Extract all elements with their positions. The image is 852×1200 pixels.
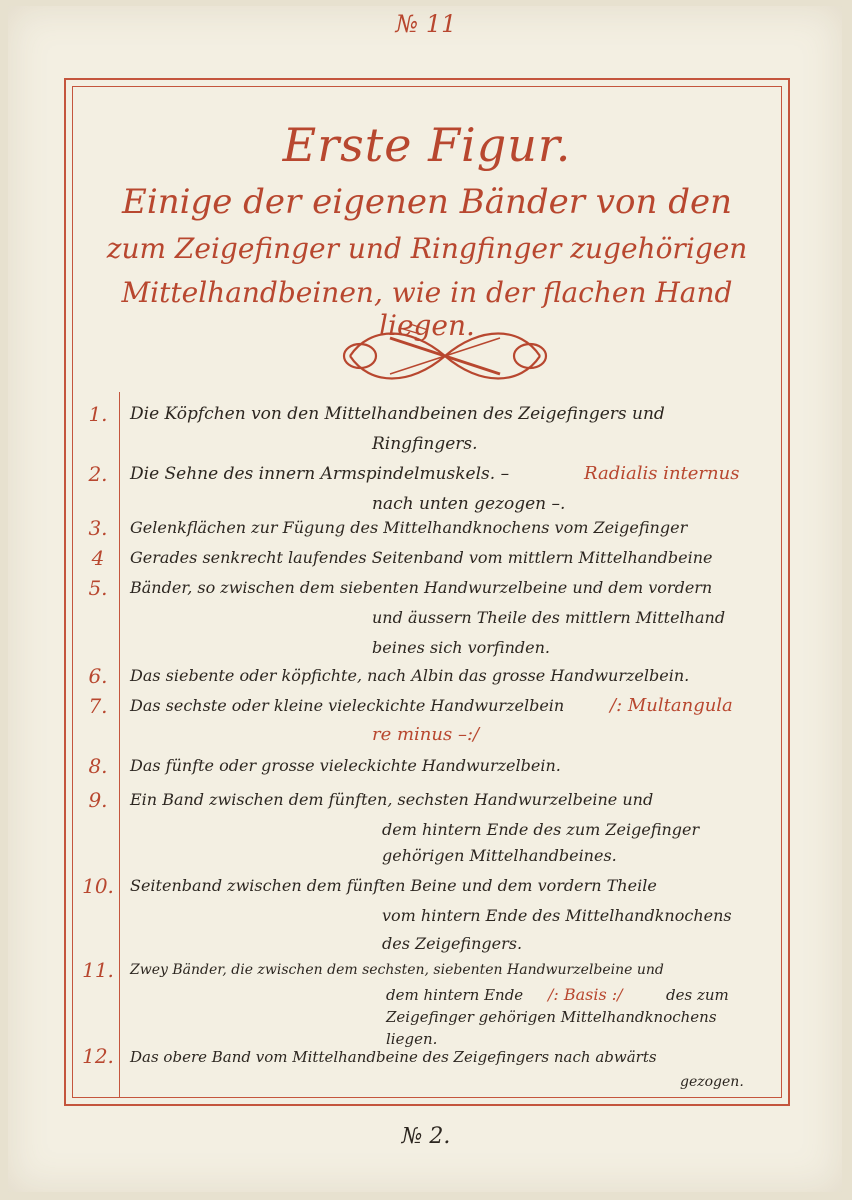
entry-number: 12. bbox=[82, 1044, 114, 1068]
entry-text: Ringfingers. bbox=[372, 434, 478, 454]
latin-term: re minus –:/ bbox=[372, 724, 480, 745]
entry-number: 8. bbox=[88, 754, 108, 778]
entry-text: Zwey Bänder, die zwischen dem sechsten, siebenten Handwurzelbeine und bbox=[130, 962, 664, 978]
entry-text: und äussern Theile des mittlern Mittelhand bbox=[372, 608, 726, 627]
entry-text: des Zeigefingers. bbox=[382, 934, 523, 953]
entry-text: liegen. bbox=[386, 1030, 438, 1048]
entry-text: vom hintern Ende des Mittelhandknochens bbox=[382, 906, 732, 925]
margin-rule bbox=[119, 392, 120, 1098]
entry-number: 3. bbox=[88, 516, 108, 540]
entry-text: Das sechste oder kleine vieleckichte Handwurzelbein bbox=[130, 696, 565, 715]
entry-text: Bänder, so zwischen dem siebenten Handwurzelbeine und dem vordern bbox=[130, 578, 713, 597]
entry-number: 1. bbox=[88, 402, 108, 426]
entry-text: Ein Band zwischen dem fünften, sechsten Handwurzelbeine und bbox=[130, 790, 654, 809]
entry-text: Das fünfte oder grosse vieleckichte Handwurzelbein. bbox=[130, 756, 561, 775]
entry-number: 4 bbox=[91, 546, 105, 570]
entry-number: 2. bbox=[88, 462, 108, 486]
footer-number: № 2. bbox=[401, 1124, 451, 1149]
entry-text: Gelenkflächen zur Fügung des Mittelhandknochens vom Zeigefinger bbox=[130, 518, 688, 537]
entry-text: Das siebente oder köpfichte, nach Albin das grosse Handwurzelbein. bbox=[130, 666, 690, 685]
entry-text: Seitenband zwischen dem fünften Beine und dem vordern Theile bbox=[130, 876, 657, 895]
entry-number: 7. bbox=[88, 694, 108, 718]
title-line-2: Einige der eigenen Bänder von den bbox=[122, 182, 732, 222]
entry-number: 10. bbox=[82, 874, 114, 898]
title-line-4: Mittelhandbeinen, wie in der flachen Hand liegen. bbox=[121, 276, 733, 342]
entry-text: Zeigefinger gehörigen Mittelhandknochens bbox=[386, 1008, 717, 1026]
latin-term: /: Multangula bbox=[610, 695, 733, 716]
entry-text: nach unten gezogen –. bbox=[372, 494, 566, 514]
entry-text: des zum bbox=[666, 986, 729, 1004]
entry-text: gehörigen Mittelhandbeines. bbox=[382, 846, 617, 865]
entry-number: 6. bbox=[88, 664, 108, 688]
entry-text: dem hintern Ende bbox=[386, 986, 524, 1004]
entry-text: beines sich vorfinden. bbox=[372, 638, 550, 657]
entry-number: 5. bbox=[88, 576, 108, 600]
entry-text: dem hintern Ende des zum Zeigefinger bbox=[382, 820, 700, 839]
page-number: № 11 bbox=[395, 10, 457, 38]
flourish-ornament bbox=[330, 316, 560, 396]
title-line-3: zum Zeigefinger und Ringfinger zugehörigen bbox=[106, 232, 748, 265]
entry-text: Gerades senkrecht laufendes Seitenband vom mittlern Mittelhandbeine bbox=[130, 548, 713, 567]
entry-text: Die Köpfchen von den Mittelhandbeinen des Zeigefingers und bbox=[130, 404, 665, 424]
title-line-1: Erste Figur. bbox=[282, 118, 572, 172]
entry-number: 11. bbox=[82, 958, 114, 982]
entry-number: 9. bbox=[88, 788, 108, 812]
entry-text: gezogen. bbox=[680, 1074, 744, 1090]
latin-term: Radialis internus bbox=[584, 463, 740, 484]
entry-text: Die Sehne des innern Armspindelmuskels. – bbox=[130, 464, 510, 484]
latin-term: /: Basis :/ bbox=[548, 985, 623, 1004]
entry-text: Das obere Band vom Mittelhandbeine des Zeigefingers nach abwärts bbox=[130, 1048, 657, 1066]
